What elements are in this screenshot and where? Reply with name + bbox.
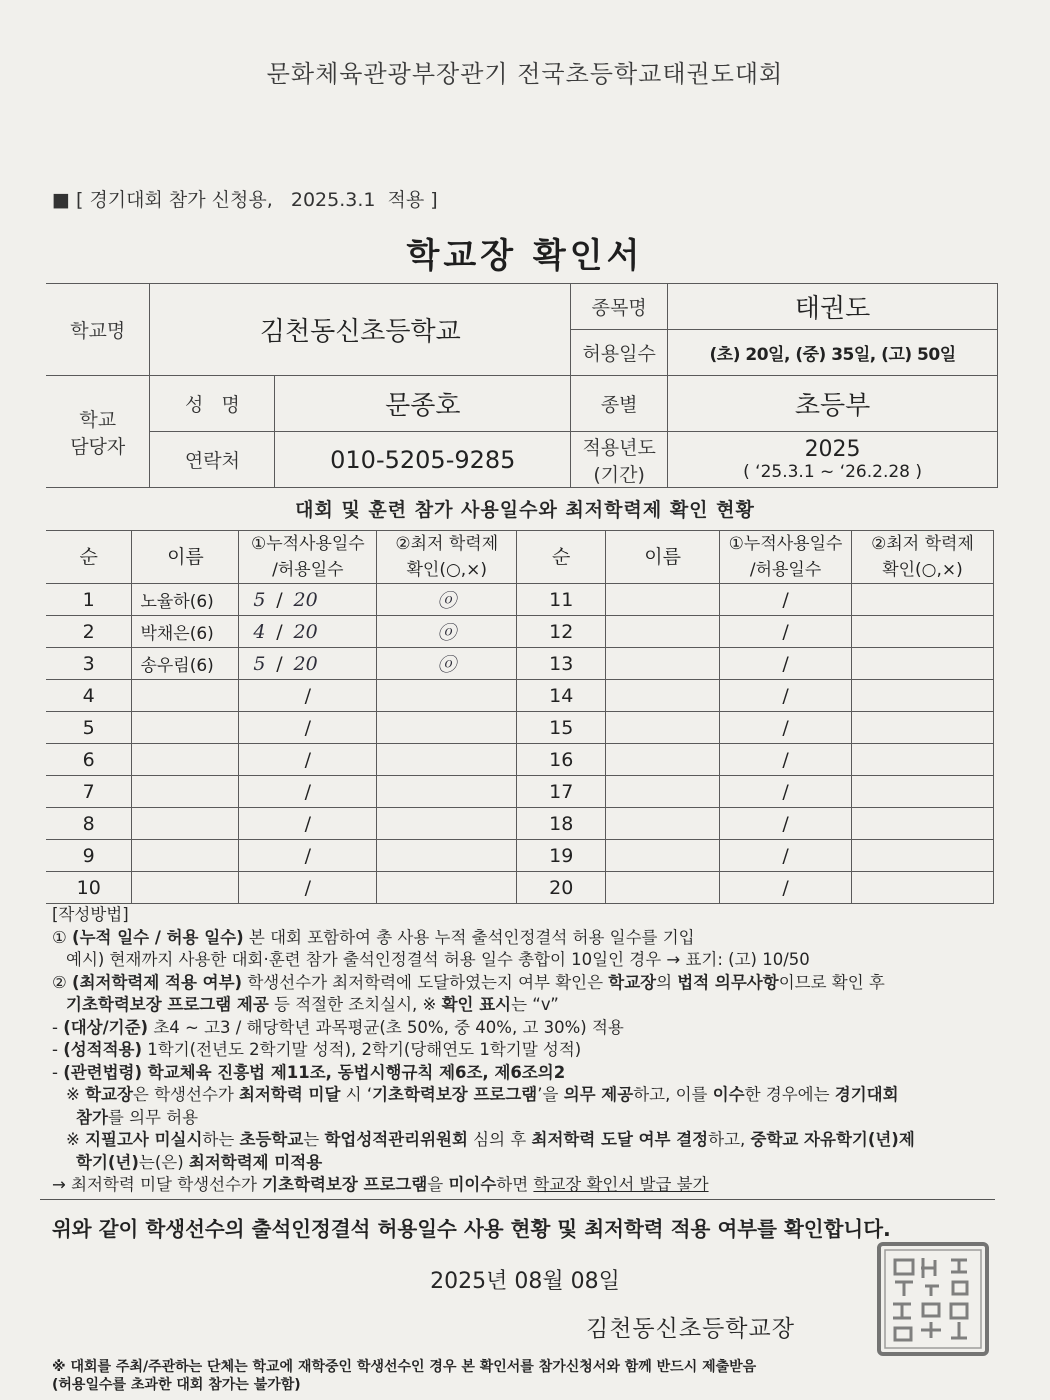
days-cell: / [239, 808, 377, 840]
academic-check [852, 584, 994, 616]
academic-check [852, 808, 994, 840]
student-name [132, 744, 239, 776]
header-academic-line1: ②최저 학력제 [395, 534, 499, 554]
person-name-label: 성 명 [150, 376, 275, 432]
days-cell: / [239, 744, 377, 776]
table-row [46, 776, 994, 808]
phone-label: 연락처 [150, 432, 275, 488]
instruction-grades: - (성적적용) 1학기(전년도 2학기말 성적), 2학기(당해연도 1학기말 성적) [52, 1040, 582, 1059]
school-name-label: 학교명 [46, 284, 150, 376]
table-row [46, 840, 994, 872]
student-name [606, 872, 720, 904]
used-days: 5 [253, 588, 266, 611]
row-number: 5 [46, 712, 132, 744]
row-number: 10 [46, 872, 132, 904]
header-academic-line2: 확인(○,×) [406, 560, 488, 580]
header-academic-right [852, 531, 994, 584]
slash: / [276, 652, 283, 675]
school-name-value: 김천동신초등학교 [150, 284, 571, 376]
row-number: 7 [46, 776, 132, 808]
days-cell: / [720, 712, 852, 744]
student-name [132, 840, 239, 872]
row-number: 17 [517, 776, 606, 808]
header-days-right [720, 531, 852, 584]
row-number: 14 [517, 680, 606, 712]
divider-line [40, 1199, 995, 1200]
row-number: 4 [46, 680, 132, 712]
table-row [46, 808, 994, 840]
year-cell [668, 432, 998, 488]
table-row [46, 872, 994, 904]
instructions [52, 904, 992, 1197]
table-row [46, 584, 994, 616]
issue-date: 2025년 08월 08일 [430, 1269, 620, 1294]
division-label: 종별 [571, 376, 668, 432]
phone-value: 010-5205-9285 [275, 432, 571, 488]
student-name [132, 776, 239, 808]
instruction-2: ② (최저학력제 적용 여부) 학생선수가 최저학력에 도달하였는지 여부 확인은 학교장의 법적 의무사항이므로 확인 후 [52, 972, 885, 992]
academic-check [852, 776, 994, 808]
student-name: 노율하(6) [132, 584, 239, 616]
allowed-days-label: 허용일수 [571, 330, 668, 376]
academic-check: ⓞ [377, 648, 517, 680]
student-name: 송우림(6) [132, 648, 239, 680]
days-cell: / [239, 840, 377, 872]
academic-check: ⓞ [377, 584, 517, 616]
header-days-right-line1: ①누적사용일수 [728, 534, 843, 554]
student-name [606, 776, 720, 808]
days-cell: / [239, 712, 377, 744]
document-title: 학교장 확인서 [406, 236, 644, 276]
header-days [239, 531, 377, 584]
row-number: 6 [46, 744, 132, 776]
used-days: 4 [253, 620, 266, 643]
student-name [606, 680, 720, 712]
contact-label-line1: 학교 [79, 408, 117, 431]
days-cell: / [720, 616, 852, 648]
year-label-line1: 적용년도 [582, 436, 656, 459]
student-name: 박채은(6) [132, 616, 239, 648]
academic-check [377, 872, 517, 904]
student-name [132, 808, 239, 840]
row-number: 8 [46, 808, 132, 840]
year-value: 2025 [804, 437, 861, 462]
table-row [46, 616, 994, 648]
student-name [606, 744, 720, 776]
header-name: 이름 [132, 531, 239, 584]
row-number: 15 [517, 712, 606, 744]
confirmation-statement: 위와 같이 학생선수의 출석인정결석 허용일수 사용 현황 및 최저학력 적용 여부를 확인합니다. [52, 1217, 891, 1241]
allowed-days: 20 [293, 620, 318, 643]
status-title: 대회 및 훈련 참가 사용일수와 최저학력제 확인 현황 [295, 499, 755, 521]
row-number: 3 [46, 648, 132, 680]
footnote-line2: (허용일수를 초과한 대회 참가는 불가함) [52, 1377, 301, 1393]
academic-check [377, 776, 517, 808]
allowed-days: 20 [293, 652, 318, 675]
year-label [571, 432, 668, 488]
days-cell: / [720, 808, 852, 840]
academic-check [852, 648, 994, 680]
academic-check [852, 744, 994, 776]
period-value: ( ‘25.3.1 ~ ‘26.2.28 ) [743, 462, 923, 482]
instructions-title: [작성방법] [52, 905, 129, 924]
student-name [606, 840, 720, 872]
days-cell: / [720, 648, 852, 680]
days-cell: / [720, 584, 852, 616]
instruction-target: - (대상/기준) 초4 ~ 고3 / 해당학년 과목평균(초 50%, 중 40%, 고 30%) 적용 [52, 1017, 624, 1037]
student-name [132, 872, 239, 904]
person-name-value: 문종호 [275, 376, 571, 432]
header-no: 순 [46, 531, 132, 584]
table-row [46, 648, 994, 680]
academic-check [377, 712, 517, 744]
days-cell: / [720, 872, 852, 904]
row-number: 19 [517, 840, 606, 872]
academic-check [852, 872, 994, 904]
contact-person-label [46, 376, 150, 488]
row-number: 18 [517, 808, 606, 840]
days-cell: / [239, 776, 377, 808]
footnote [52, 1358, 756, 1394]
student-name [132, 712, 239, 744]
row-number: 1 [46, 584, 132, 616]
row-number: 2 [46, 616, 132, 648]
used-days: 5 [253, 652, 266, 675]
academic-check [852, 616, 994, 648]
student-name [606, 616, 720, 648]
academic-check [377, 680, 517, 712]
instruction-warning: → 최저학력 미달 학생선수가 기초학력보장 프로그램을 미이수하면 학교장 확인서 발급 불가 [52, 1175, 709, 1194]
row-number: 9 [46, 840, 132, 872]
instruction-note-1: ※ 학교장은 학생선수가 최저학력 미달 시 ‘기초학력보장 프로그램’을 의무 제공하고, 이를 이수한 경우에는 경기대회 [66, 1085, 899, 1104]
year-label-line2: (기간) [593, 463, 645, 486]
header-days-right-line2: /허용일수 [749, 560, 822, 580]
days-cell [239, 648, 377, 680]
sport-label: 종목명 [571, 284, 668, 330]
instruction-note-1-cont: 참가를 의무 허용 [76, 1107, 199, 1127]
sport-value: 태권도 [668, 284, 998, 330]
days-cell: / [239, 872, 377, 904]
contact-label-line2: 담당자 [70, 435, 126, 458]
header-academic-right-line1: ②최저 학력제 [871, 534, 974, 554]
principal-signature: 김천동신초등학교장 [586, 1316, 795, 1342]
footnote-line1: ※ 대회를 주최/주관하는 단체는 학교에 재학중인 학생선수인 경우 본 확인서를 참가신청서와 함께 반드시 제출받음 [52, 1359, 757, 1375]
row-number: 12 [517, 616, 606, 648]
allowed-days-value: (초) 20일, (중) 35일, (고) 50일 [668, 330, 998, 376]
academic-check: ⓞ [377, 616, 517, 648]
student-name [606, 648, 720, 680]
days-cell: / [720, 840, 852, 872]
academic-check [852, 680, 994, 712]
student-name [606, 712, 720, 744]
days-cell: / [720, 680, 852, 712]
academic-check [377, 840, 517, 872]
row-number: 16 [517, 744, 606, 776]
days-cell [239, 616, 377, 648]
student-name [132, 680, 239, 712]
header-academic [377, 531, 517, 584]
instruction-1-example: 예시) 현재까지 사용한 대회·훈련 참가 출석인정결석 허용 일수 총합이 10일인 경우 → 표기: (고) 10/50 [66, 950, 810, 969]
table-row [46, 680, 994, 712]
student-status-table [46, 530, 994, 904]
header-academic-right-line2: 확인(○,×) [882, 560, 963, 580]
instruction-note-2-cont: 학기(년)는(은) 최저학력제 미적용 [76, 1152, 323, 1172]
division-value: 초등부 [668, 376, 998, 432]
days-cell: / [239, 680, 377, 712]
days-cell: / [720, 776, 852, 808]
table-row [46, 712, 994, 744]
school-info-table [46, 283, 998, 488]
academic-check [852, 840, 994, 872]
competition-title: 문화체육관광부장관기 전국초등학교태권도대회 [266, 60, 784, 88]
instruction-1: ① (누적 일수 / 허용 일수) 본 대회 포함하여 총 사용 누적 출석인정결석 허용 일수를 기입 [52, 927, 695, 947]
student-name [606, 584, 720, 616]
allowed-days: 20 [293, 588, 318, 611]
row-number: 11 [517, 584, 606, 616]
instruction-note-2: ※ 지필고사 미실시하는 초등학교는 학업성적관리위원회 심의 후 최저학력 도달 여부 결정하고, 중학교 자유학기(년)제 [66, 1130, 915, 1149]
header-name-right: 이름 [606, 531, 720, 584]
table-row [46, 744, 994, 776]
academic-check [377, 808, 517, 840]
header-no-right: 순 [517, 531, 606, 584]
days-cell: / [720, 744, 852, 776]
header-days-line1: ①누적사용일수 [250, 534, 365, 554]
application-note: ■ [ 경기대회 참가 신청용, 2025.3.1 적용 ] [52, 189, 438, 211]
header-days-line2: /허용일수 [272, 560, 344, 580]
row-number: 20 [517, 872, 606, 904]
academic-check [852, 712, 994, 744]
days-cell [239, 584, 377, 616]
school-seal-stamp [873, 1238, 993, 1360]
slash: / [276, 620, 283, 643]
student-name [606, 808, 720, 840]
academic-check [377, 744, 517, 776]
slash: / [276, 588, 283, 611]
instruction-2-cont: 기초학력보장 프로그램 제공 등 적절한 조치실시, ※ 확인 표시는 “v” [66, 995, 559, 1014]
row-number: 13 [517, 648, 606, 680]
instruction-law: - (관련법령) 학교체육 진흥법 제11조, 동법시행규칙 제6조, 제6조의2 [52, 1062, 566, 1082]
